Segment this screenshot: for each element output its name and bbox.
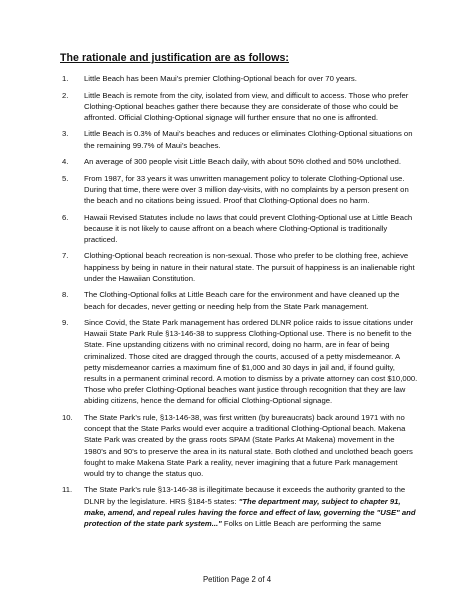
item-text: Hawaii Revised Statutes include no laws that could prevent Clothing-Optional use at Little Beach because it is not likely to cause affront on a beach where Clothing-Optional is traditionally practiced. [84, 212, 413, 244]
item-number: 3. [62, 129, 69, 139]
list-item [62, 317, 418, 407]
list-item [62, 250, 418, 284]
item-number: 4. [62, 157, 69, 167]
item-text-tail: Folks on Little Beach are performing the same [221, 519, 382, 529]
item-number: 11. [62, 485, 73, 495]
item-text: The Clothing-Optional folks at Little Beach care for the environment and have cleaned up the beach for decades, never getting or needing help from the State Park management. [84, 290, 400, 311]
statute-quote: "The department may, subject to chapter 91, make, amend, and repeal rules having the force and effect of law, governing the "USE" and protection of the state park system..." [84, 496, 416, 529]
list-item [62, 73, 418, 84]
list-item [62, 90, 418, 124]
page-footer: Petition Page 2 of 4 [202, 575, 272, 584]
item-number: 2. [62, 90, 69, 100]
list-item [62, 212, 418, 246]
section-heading: The rationale and justification are as follows: [60, 52, 289, 64]
item-text: Since Covid, the State Park management has ordered DLNR police raids to issue citations under Hawaii State Park Rule §13-146-38 to suppress Clothing-Optional use. There is no benefit to the State. Fine upstanding citizens with no criminal record, doing no harm, are in fear of being criminalized. Those cited are dragged through the courts, accused of a petty misdemeanor. A petty misdemeanor carries a maximum fine of $1,000 and 30 days in jail and, if found guilty, results in a permanent criminal record. A motion to dismiss by a private attorney can cost $10,000. Those who prefer Clothing-Optional beaches want justice through recognition that they are law abiding citizens, hence the demand for official Clothing-Optional signage. [84, 318, 418, 406]
item-number: 1. [62, 74, 69, 83]
item-text: The State Park’s rule, §13-146-38, was first written (by bureaucrats) back around 1971 with no concept that the State Parks would ever acquire a traditional Clothing-Optional beach. Makena State Park was created by the grass roots SPAM (State Parks At Makena) movement in the 1980’s and 90’s to preserve the area in its natural state. Both clothed and unclothed beach goers fought to make Makena State Park a reality, never imagining that a future Park management would try to change the status quo. [84, 412, 413, 478]
item-number: 8. [62, 290, 69, 300]
list-item [62, 484, 418, 529]
list-item [62, 412, 418, 479]
item-number: 7. [62, 251, 69, 261]
rationale-list [62, 73, 418, 535]
item-number: 10. [62, 412, 73, 422]
item-text: Little Beach has been Maui’s premier Clothing-Optional beach for over 70 years. [84, 74, 357, 83]
item-text: From 1987, for 33 years it was unwritten management policy to tolerate Clothing-Optional use. During that time, there were over 3 million day-visits, with no complaints by a person present on the beach and no citations being issued. Proof that Clothing-Optional does no harm. [84, 173, 409, 206]
list-item [62, 289, 418, 311]
item-text: An average of 300 people visit Little Beach daily, with about 50% clothed and 50% unclothed. [84, 157, 401, 167]
item-number: 6. [62, 212, 69, 222]
item-text-lead: The State Park’s rule §13-146-38 is illegitimate because it exceeds the authority granted to the DLNR by the legislature. HRS §184-5 states: [84, 485, 406, 506]
item-number: 5. [62, 173, 69, 183]
item-text: Little Beach is remote from the city, isolated from view, and difficult to access. Those who prefer Clothing-Optional beaches gather there because they are considerate of those who could be affronted. Official Clothing-Optional signage will further ensure that no one is affronted. [84, 90, 409, 122]
list-item [62, 156, 418, 167]
list-item [62, 173, 418, 207]
list-item [62, 128, 418, 150]
item-text: Clothing-Optional beach recreation is non-sexual. Those who prefer to be clothing free, achieve happiness by being in nature in their natural state. The pursuit of happiness is an inalienable right under the Hawaiian Constitution. [84, 251, 415, 283]
item-number: 9. [62, 318, 69, 328]
item-text: Little Beach is 0.3% of Maui’s beaches and reduces or eliminates Clothing-Optional situations on the remaining 99.7% of Maui’s beaches. [84, 129, 413, 150]
